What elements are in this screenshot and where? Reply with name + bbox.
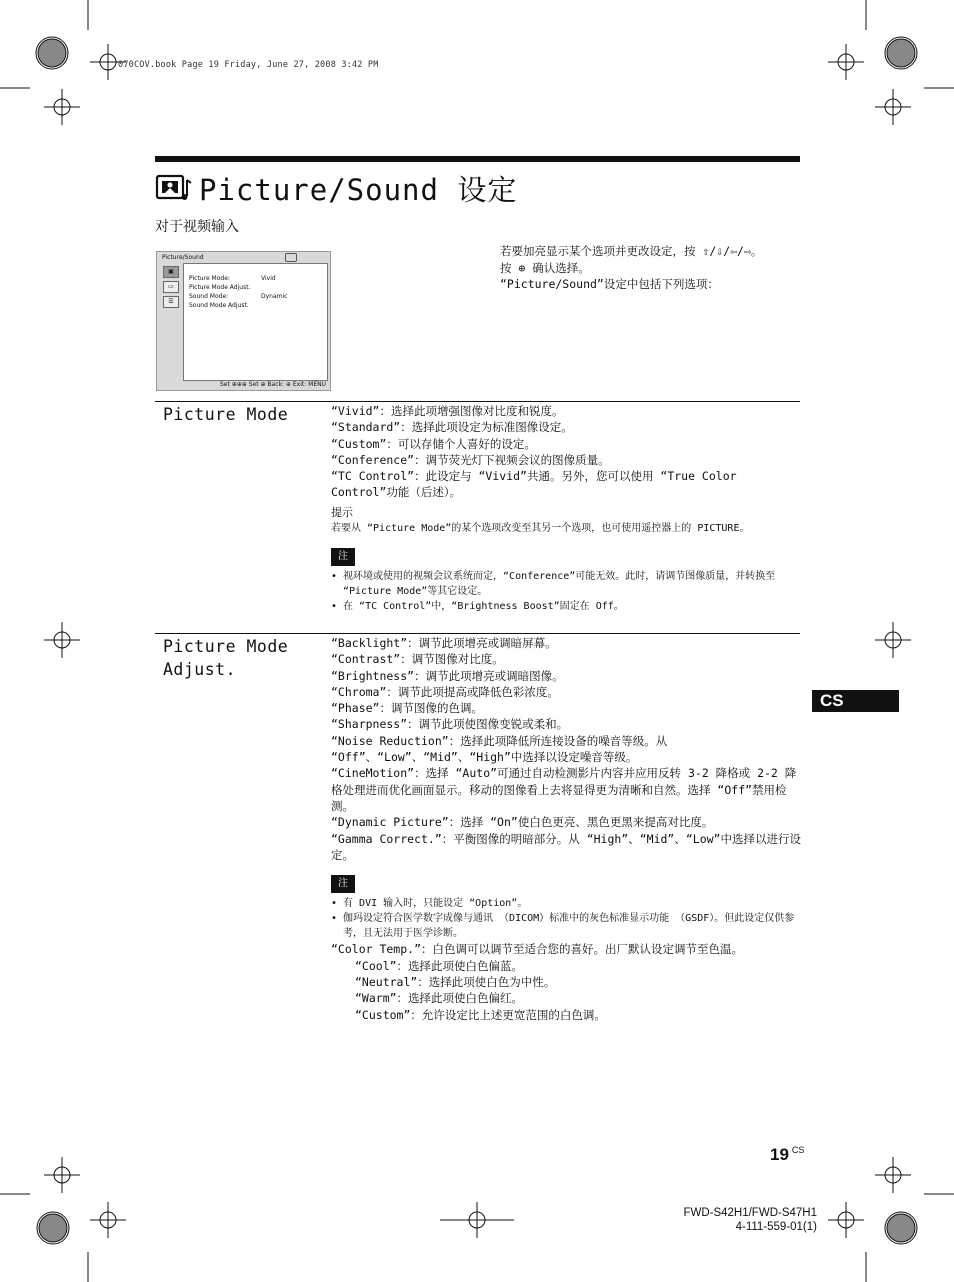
osd-item-value: Dynamic — [261, 293, 288, 300]
heading-line: Adjust. — [163, 660, 237, 679]
model-info — [640, 1206, 817, 1234]
section-divider — [155, 633, 800, 634]
note-label: 注 — [331, 875, 355, 893]
page-number-suffix: CS — [791, 1145, 805, 1155]
title-bar-rule — [155, 156, 800, 162]
language-tab: CS — [812, 690, 899, 712]
intro-line: 按 ⊕ 确认选择。 — [500, 260, 590, 275]
part-number: 4-111-559-01(1) — [735, 1221, 817, 1233]
intro-line: 若要加亮显示某个选项并更改设定，按 ⇧/⇩/⇦/⇨。 — [500, 244, 763, 258]
osd-input-icon — [285, 253, 297, 262]
intro-text — [500, 243, 800, 293]
heading-line: Picture Mode — [163, 637, 289, 656]
option-description: “Brightness”：调节此项增亮或调暗图像。 — [331, 668, 564, 683]
option-description: “Backlight”：调节此项增亮或调暗屏幕。 — [331, 636, 557, 650]
osd-title: Picture/Sound — [162, 254, 204, 261]
intro-line: “Picture/Sound”设定中包括下列选项： — [500, 277, 719, 291]
note-item: • 在 “TC Control”中，“Brightness Boost”固定在 Off。 — [331, 601, 624, 613]
picture-mode-body — [331, 403, 801, 614]
option-description: “Noise Reduction”：选择此项降低所连接设备的噪音等级。从 “Off”、“Low”、“Mid”、“High”中选择以设定噪音等级。 — [331, 733, 668, 765]
option-description: “Gamma Correct.”：平衡图像的明暗部分。从 “High”、“Mid”、“Low”中选择以进行设定。 — [331, 831, 801, 862]
section-subtitle: 对于视频输入 — [155, 219, 239, 235]
option-description: “Contrast”：调节图像对比度。 — [331, 652, 504, 667]
osd-item-label: Sound Mode Adjust. — [189, 302, 249, 309]
option-description: “Custom”：可以存储个人喜好的设定。 — [331, 436, 536, 451]
option-description: “Vivid”：选择此项增强图像对比度和锐度。 — [331, 404, 564, 418]
color-temp-option: “Cool”：选择此项使白色偏蓝。 — [355, 958, 524, 973]
color-temp-option: “Custom”：允许设定比上述更宽范围的白色调。 — [355, 1007, 606, 1022]
option-description: “Conference”：调节荧光灯下视频会议的图像质量。 — [331, 452, 610, 467]
menu-screen-illustration — [156, 251, 331, 391]
page-number-value: 19 — [770, 1145, 789, 1164]
page-number — [770, 1145, 804, 1165]
option-description: “TC Control”：此设定与 “Vivid”共通。另外，您可以使用 “True Color Control”功能（后述）。 — [331, 469, 737, 500]
picture-mode-adjust-body — [331, 635, 801, 1023]
note-item: • 伽玛设定符合医学数字成像与通讯 （DICOM）标准中的灰色标准显示功能 （GSDF）。但此设定仅供参考，且无法用于医学诊断。 — [331, 913, 795, 940]
osd-item-label: Picture Mode: — [189, 275, 230, 282]
osd-picture-icon: ▣ — [163, 266, 179, 278]
file-info-header: 070COV.book Page 19 Friday, June 27, 2008 3:42 PM — [118, 60, 379, 70]
osd-footer: Set ⊕⊕⊕ Set ⊕ Back: ⊕ Exit: MENU — [219, 381, 326, 388]
osd-setup-icon: ☰ — [163, 296, 179, 308]
option-description: “Standard”：选择此项设定为标准图像设定。 — [331, 420, 573, 435]
color-temp-option: “Neutral”：选择此项使白色为中性。 — [355, 975, 556, 990]
osd-panel — [183, 263, 328, 381]
option-description: “Sharpness”：调节此项使图像变锐或柔和。 — [331, 717, 569, 732]
section-divider — [155, 401, 800, 402]
osd-item-label: Picture Mode Adjust. — [189, 284, 251, 291]
note-item: • 有 DVI 输入时，只能设定 “Option”。 — [331, 898, 528, 910]
option-description: “Dynamic Picture”：选择 “On”使白色更亮、黑色更黑来提高对比度。 — [331, 815, 714, 830]
model-name: FWD-S42H1/FWD-S47H1 — [683, 1207, 817, 1219]
osd-screen-icon: ▭ — [163, 281, 179, 293]
option-description: “Chroma”：调节此项提高或降低色彩浓度。 — [331, 684, 559, 699]
option-description: “Phase”：调节图像的色调。 — [331, 701, 483, 716]
hint-label: 提示 — [331, 505, 353, 519]
picture-mode-adjust-heading — [163, 635, 288, 681]
note-item: • 视环境或使用的视频会议系统而定，“Conference”可能无效。此时，请调节图像质量，并转换至 “Picture Mode”等其它设定。 — [331, 571, 776, 598]
color-temp-description: “Color Temp.”：白色调可以调节至适合您的喜好。出厂默认设定调节至色温。 — [331, 942, 744, 957]
osd-item-label: Sound Mode: — [189, 293, 229, 300]
option-description: “CineMotion”：选择 “Auto”可通过自动检测影片内容并应用反转 3-2 降格或 2-2 降格处理进而优化画面显示。移动的图像看上去将显得更为清晰和自然。选择 “Off”禁用检测。 — [331, 766, 797, 813]
color-temp-option: “Warm”：选择此项使白色偏红。 — [355, 991, 524, 1006]
page-title — [155, 168, 517, 208]
hint-text: 若要从 “Picture Mode”的某个选项改变至其另一个选项，也可使用遥控器上的 PICTURE。 — [331, 523, 750, 535]
page-title-text: Picture/Sound 设定 — [199, 172, 518, 207]
picture-sound-icon — [155, 172, 193, 204]
picture-mode-heading: Picture Mode — [163, 405, 289, 424]
note-label: 注 — [331, 548, 355, 566]
osd-item-value: Vivid — [261, 275, 276, 282]
